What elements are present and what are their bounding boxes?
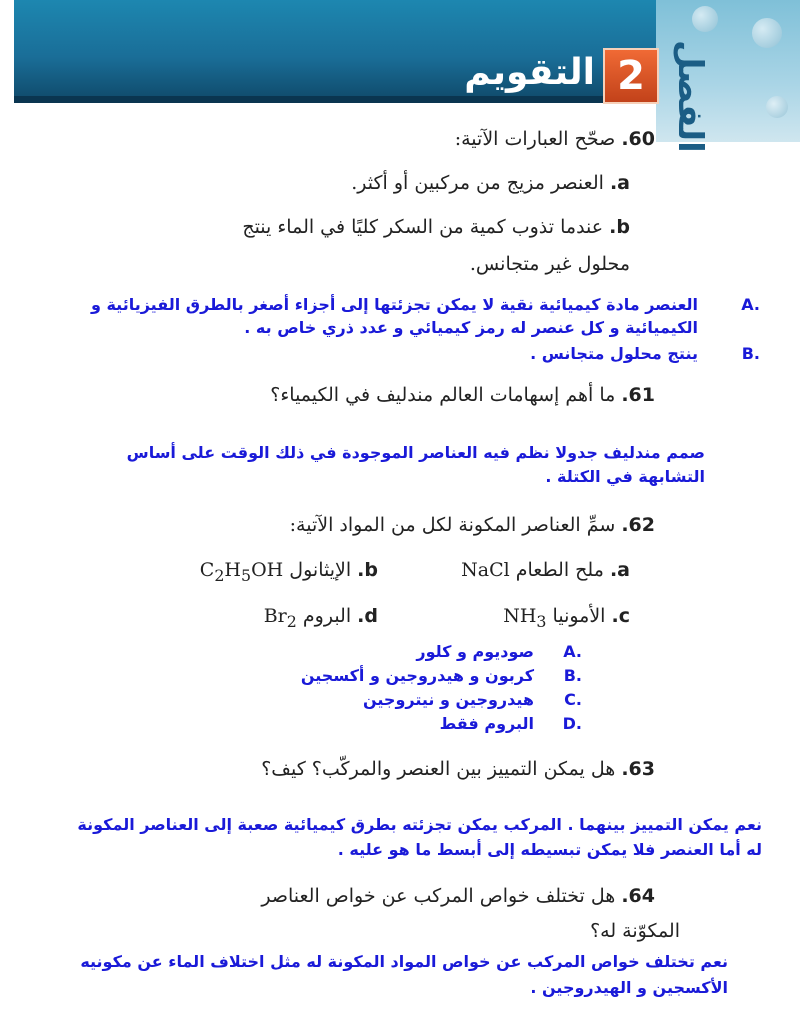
question-number: 64. xyxy=(621,885,655,907)
item-name: الإيثانول xyxy=(289,559,352,581)
question-62 xyxy=(290,514,655,536)
answer-63-line-2: له أما العنصر فلا يمكن تبسيطه إلى أبسط ما هو عليه . xyxy=(337,840,762,859)
question-62-item-c xyxy=(503,605,630,631)
question-62-item-d xyxy=(264,605,378,631)
question-text: صحّح العبارات الآتية: xyxy=(454,128,616,150)
question-text: هل يمكن التمييز بين العنصر والمركّب؟ كيف؟ xyxy=(261,758,616,780)
item-label: a. xyxy=(609,559,630,581)
answer-64-line-2: الأكسجين و الهيدروجين . xyxy=(530,978,728,997)
question-number: 61. xyxy=(621,384,655,406)
question-63 xyxy=(261,758,655,780)
answer-62-a-letter: A. xyxy=(563,642,582,661)
answer-62-d-letter: D. xyxy=(562,714,582,733)
chapter-tab-label: الفصل xyxy=(670,40,710,153)
answer-62-c-text: هيدروجين و نيتروجين xyxy=(363,690,534,709)
question-62-item-b xyxy=(200,559,378,585)
answer-64-line-1: نعم تختلف خواص المركب عن خواص المواد المكونة له مثل اختلاف الماء عن مكونيه xyxy=(80,952,728,971)
banner-shadow xyxy=(14,96,634,103)
chemical-formula: $C_2H_5OH$ xyxy=(199,559,284,585)
item-label: b. xyxy=(609,216,630,238)
molecule-decoration xyxy=(692,6,718,32)
question-number: 63. xyxy=(621,758,655,780)
molecule-decoration xyxy=(752,18,782,48)
chapter-title: التقويم xyxy=(464,52,595,93)
answer-60-b-line: ينتج محلول متجانس . xyxy=(530,344,698,363)
item-text: عندما تذوب كمية من السكر كليًا في الماء ينتج xyxy=(242,216,604,238)
item-label: d. xyxy=(357,605,378,627)
chapter-number-badge: 2 xyxy=(603,48,659,104)
item-label: c. xyxy=(611,605,630,627)
question-number: 60. xyxy=(621,128,655,150)
question-text: ما أهم إسهامات العالم مندليف في الكيمياء؟ xyxy=(270,384,616,406)
question-64-continued: المكوّنة له؟ xyxy=(590,920,680,942)
answer-62-d-text: البروم فقط xyxy=(439,714,534,733)
question-text: هل تختلف خواص المركب عن خواص العناصر xyxy=(261,885,616,907)
item-label: a. xyxy=(609,172,630,194)
answer-62-b-text: كربون و هيدروجين و أكسجين xyxy=(300,666,534,685)
answer-60-a-line-1: العنصر مادة كيميائية نقية لا يمكن تجزئتها إلى أجزاء أصغر بالطرق الفيزيائية و xyxy=(90,295,698,314)
question-61 xyxy=(270,384,655,406)
question-60-item-b-continued: محلول غير متجانس. xyxy=(469,253,630,275)
chemical-formula: NaCl xyxy=(461,559,510,581)
answer-62-c-letter: C. xyxy=(564,690,582,709)
answer-60-a-line-2: الكيميائية و كل عنصر له رمز كيميائي و عدد ذري خاص به . xyxy=(244,318,698,337)
question-60-item-a xyxy=(351,172,630,194)
chemical-formula: $Br_2$ xyxy=(263,605,297,631)
answer-60-a-letter: A. xyxy=(741,295,760,314)
question-62-item-a xyxy=(461,559,630,581)
question-60-item-b xyxy=(242,216,630,238)
molecule-decoration xyxy=(766,96,788,118)
item-text: العنصر مزيج من مركبين أو أكثر. xyxy=(351,172,604,194)
answer-61-line-1: صمم مندليف جدولا نظم فيه العناصر الموجودة في ذلك الوقت على أساس xyxy=(126,443,705,462)
answer-61-line-2: التشابهة في الكتلة . xyxy=(545,467,705,486)
item-name: ملح الطعام xyxy=(515,559,604,581)
question-60 xyxy=(455,128,655,150)
answer-60-b-letter: B. xyxy=(741,344,760,363)
chemical-formula: $NH_3$ xyxy=(503,605,547,631)
answer-62-b-letter: B. xyxy=(563,666,582,685)
item-label: b. xyxy=(357,559,378,581)
question-64 xyxy=(261,885,655,907)
question-number: 62. xyxy=(621,514,655,536)
item-name: الأمونيا xyxy=(552,605,606,627)
item-name: البروم xyxy=(302,605,352,627)
answer-63-line-1: نعم يمكن التمييز بينهما . المركب يمكن تجزئته بطرق كيميائية صعبة إلى العناصر المكونة xyxy=(77,815,762,834)
question-text: سمِّ العناصر المكونة لكل من المواد الآتية: xyxy=(289,514,616,536)
answer-62-a-text: صوديوم و كلور xyxy=(416,642,534,661)
